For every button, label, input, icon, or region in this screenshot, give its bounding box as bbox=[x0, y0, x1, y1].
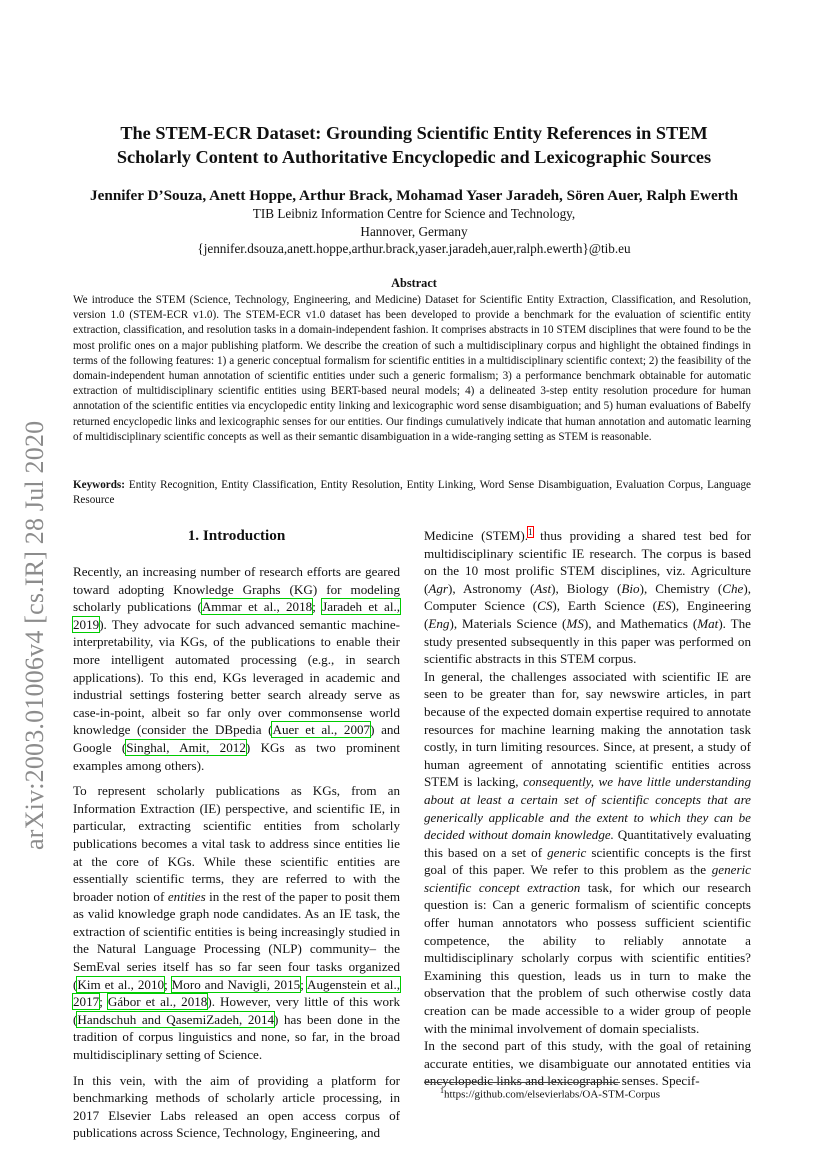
text-span: ; bbox=[312, 599, 323, 615]
intro-paragraph-3: In this vein, with the aim of providing a platform for benchmarking methods of scholarly article processing, in 2017 Elsevier Labs released an open access corpus of publications across Science, Technology, Engineering, and bbox=[73, 1072, 400, 1141]
abbrev-ms: MS bbox=[566, 615, 584, 631]
text-span: ) has been done in the tradition of corpus linguistics and none, so far, in the broad multidisciplinary setting of Science. bbox=[73, 1011, 400, 1063]
title-line-1: The STEM-ECR Dataset: Grounding Scientific Entity References in STEM bbox=[120, 123, 708, 143]
abbrev-es: ES bbox=[656, 598, 672, 614]
abbrev-mat: Mat bbox=[697, 615, 719, 631]
citation-link[interactable]: Auer et al., 2007 bbox=[272, 722, 371, 738]
text-span: ; bbox=[99, 994, 108, 1010]
arxiv-side-stamp: arXiv:2003.01006v4 [cs.IR] 28 Jul 2020 bbox=[20, 420, 49, 850]
text-span: ). They advocate for such advanced semantic machine-interpretability, via KGs, of the publications to enable their more intelligent automated processing (e.g., in search applications). To this end, KGs leveraged in academic and industrial settings fostering better search already serve as case-in-point, albeit so far only over commonsense world knowledge (consider the DBpedia ( bbox=[73, 616, 400, 738]
citation-link[interactable]: Jaradeh et al., 2019 bbox=[73, 599, 401, 632]
citation-link[interactable]: Moro and Navigli, 2015 bbox=[171, 976, 301, 992]
footnote-rule bbox=[424, 1082, 620, 1083]
citation-link[interactable]: Ammar et al., 2018 bbox=[201, 599, 313, 615]
emphasis-text: entities bbox=[167, 888, 206, 904]
right-column bbox=[424, 527, 751, 1090]
keywords-label: Keywords: bbox=[73, 479, 125, 491]
text-span: Recently, an increasing number of research efforts are geared toward adopting Knowledge Graphs (KG) for modeling scholarly publications ( bbox=[73, 564, 400, 615]
text-span: ), Materials Science ( bbox=[449, 615, 567, 631]
text-span: ). However, very little of this work ( bbox=[73, 994, 400, 1027]
abbrev-eng: Eng bbox=[428, 615, 450, 631]
intro-paragraph-6: In the second part of this study, with the goal of retaining accurate entities, we disambiguate our annotated entities via encyclopedic links and lexicographic senses. Specif- bbox=[424, 1038, 751, 1089]
left-column bbox=[73, 526, 400, 1150]
text-span: ). The study presented subsequently in this paper was performed on scientific abstracts in this STEM corpus. bbox=[424, 615, 751, 667]
text-span: In general, the challenges associated with scientific IE are seen to be greater than for, say newswire articles, in part because of the expected domain expertise required to annotate resources for machine learning making the annotation task costly, in turn limiting resources. Since, at present, a study of human agreement of annotating scientific entities across STEM is lacking, bbox=[424, 668, 751, 790]
section-heading-introduction: 1. Introduction bbox=[187, 527, 286, 544]
text-span: ) and Google ( bbox=[73, 722, 400, 755]
text-span: ), Engineering ( bbox=[424, 598, 751, 631]
text-span: ; bbox=[300, 976, 308, 992]
citation-link[interactable]: Singhal, Amit, 2012 bbox=[126, 739, 246, 755]
text-span: ) KGs as two prominent examples among others). bbox=[73, 739, 400, 773]
text-span: ), Biology ( bbox=[551, 580, 622, 596]
abstract-text: We introduce the STEM (Science, Technology, Engineering, and Medicine) Dataset for Scientific Entity Extraction, Classification, and Resolution, version 1.0 (STEM-ECR v1.0). The STEM-ECR v1.0 dataset has been developed to provide a benchmark for the evaluation of scientific entity extraction, classification, and resolution tasks in a domain-independent fashion. It comprises abstracts in 10 STEM disciplines that were found to be the most prolific ones on a major publishing platform. We describe the creation of such a multidisciplinary corpus and highlight the obtained findings in terms of the following features: 1) a generic conceptual formalism for scientific entities in a multidisciplinary scientific context; 2) the feasibility of the domain-independent human annotation of scientific entities under such a generic formalism; 3) a performance benchmark obtainable for automatic extraction of multidisciplinary scientific entities using BERT-based neural models; 4) a delineated 3-step entity resolution procedure for human annotation of the scientific entities via encyclopedic entity linking and lexicographic word sense disambiguation; and 5) human evaluations of Babelfy returned encyclopedic links and lexicographic senses for our entities. Our findings cumulatively indicate that human annotation and automatic learning of multidisciplinary scientific concepts as well as their semantic disambiguation in a wide-ranging setting as STEM is reasonable. bbox=[73, 294, 751, 443]
intro-paragraph-4 bbox=[424, 527, 751, 668]
abbrev-cs: CS bbox=[537, 598, 553, 614]
affiliation-block bbox=[60, 205, 768, 258]
citation-link[interactable]: Kim et al., 2010 bbox=[77, 976, 165, 992]
citation-link[interactable]: Augenstein et al., 2017 bbox=[73, 976, 400, 1010]
intro-paragraph-5 bbox=[424, 668, 751, 1037]
paper-title bbox=[70, 121, 758, 169]
text-span: scientific concepts is the first goal of this paper. We refer to this problem as the bbox=[424, 844, 751, 878]
keywords-text: Entity Recognition, Entity Classification, Entity Resolution, Entity Linking, Word Sense Disambiguation, Evaluation Corpus, Language Resource bbox=[73, 479, 751, 507]
text-span: in the rest of the paper to posit them as valid knowledge graph node candidates. As an IE task, the extraction of scientific entities is being increasingly studied in the Natural Language Processing (NLP) community– the SemEval series itself has so far seen four tasks organized ( bbox=[73, 888, 400, 992]
author-emails: {jennifer.dsouza,anett.hoppe,arthur.brack,yaser.jaradeh,auer,ralph.ewerth}@tib.eu bbox=[197, 241, 631, 256]
author-list: Jennifer D’Souza, Anett Hoppe, Arthur Brack, Mohamad Yaser Jaradeh, Sören Auer, Ralph Ewerth bbox=[90, 187, 738, 204]
emphasis-text: generic bbox=[547, 844, 587, 860]
text-span: thus providing a shared test bed for multidisciplinary scientific IE research. The corpus is based on the 10 most prolific STEM disciplines, viz. Agriculture ( bbox=[424, 528, 752, 596]
abbrev-che: Che bbox=[722, 580, 744, 596]
text-span: ), Chemistry ( bbox=[639, 580, 723, 596]
title-line-2: Scholarly Content to Authoritative Encyclopedic and Lexicographic Sources bbox=[116, 147, 712, 167]
footnote bbox=[440, 1084, 660, 1102]
affiliation-line-2: Hannover, Germany bbox=[360, 223, 468, 239]
text-span: task, for which our research question is: Can a generic formalism of scientific concepts offer human annotators who possess sufficient scientific competence, the ability to reliably annotate a multidisciplinary scholarly corpus with scientific entities? Examining this question, leads us in turn to make the observation that the problem of such otherwise costly data creation can be made accessible to a wider group of people with the minimal involvement of domain specialists. bbox=[424, 879, 751, 1036]
abbrev-bio: Bio bbox=[621, 580, 640, 596]
intro-paragraph-2 bbox=[73, 782, 400, 1064]
footnote-link[interactable]: 1 bbox=[528, 526, 533, 537]
text-span: ), Computer Science ( bbox=[424, 580, 751, 614]
emphasis-text: generic scientific concept extraction bbox=[424, 862, 751, 895]
citation-link[interactable]: Gábor et al., 2018 bbox=[107, 994, 208, 1010]
text-span: ), and Mathematics ( bbox=[583, 615, 698, 631]
abbrev-agr: Agr bbox=[428, 580, 449, 596]
text-span: ), Earth Science ( bbox=[552, 598, 657, 614]
emphasis-text: consequently, we have little understanding about at least a certain set of scientific concepts that are generically applicable and the extent to which they can be decided without domain knowledge. bbox=[424, 774, 751, 843]
footnote-url[interactable]: https://github.com/elsevierlabs/OA-STM-Corpus bbox=[444, 1088, 661, 1101]
abstract-heading: Abstract bbox=[391, 276, 437, 290]
citation-link[interactable]: Handschuh and QasemiZadeh, 2014 bbox=[77, 1011, 275, 1027]
affiliation-line-1: TIB Leibniz Information Centre for Science and Technology, bbox=[252, 206, 576, 221]
text-span: ), Astronomy ( bbox=[448, 580, 535, 596]
keywords bbox=[73, 478, 751, 508]
text-span: ; bbox=[164, 976, 172, 992]
text-span: Medicine (STEM). bbox=[424, 528, 528, 543]
text-span: Quantitatively evaluating this based on a set of bbox=[424, 827, 751, 860]
intro-paragraph-1 bbox=[73, 563, 400, 774]
text-span: To represent scholarly publications as KGs, from an Information Extraction (IE) perspective, and scientific IE, in particular, extracting scientific entities from scholarly publications becomes a vital task to address since entities lie at the core of KGs. While these scientific entities are essentially scientific terms, they are referred to with the broader notion of bbox=[73, 783, 400, 904]
abbrev-ast: Ast bbox=[534, 580, 552, 596]
footnote-number: 1 bbox=[440, 1086, 444, 1095]
